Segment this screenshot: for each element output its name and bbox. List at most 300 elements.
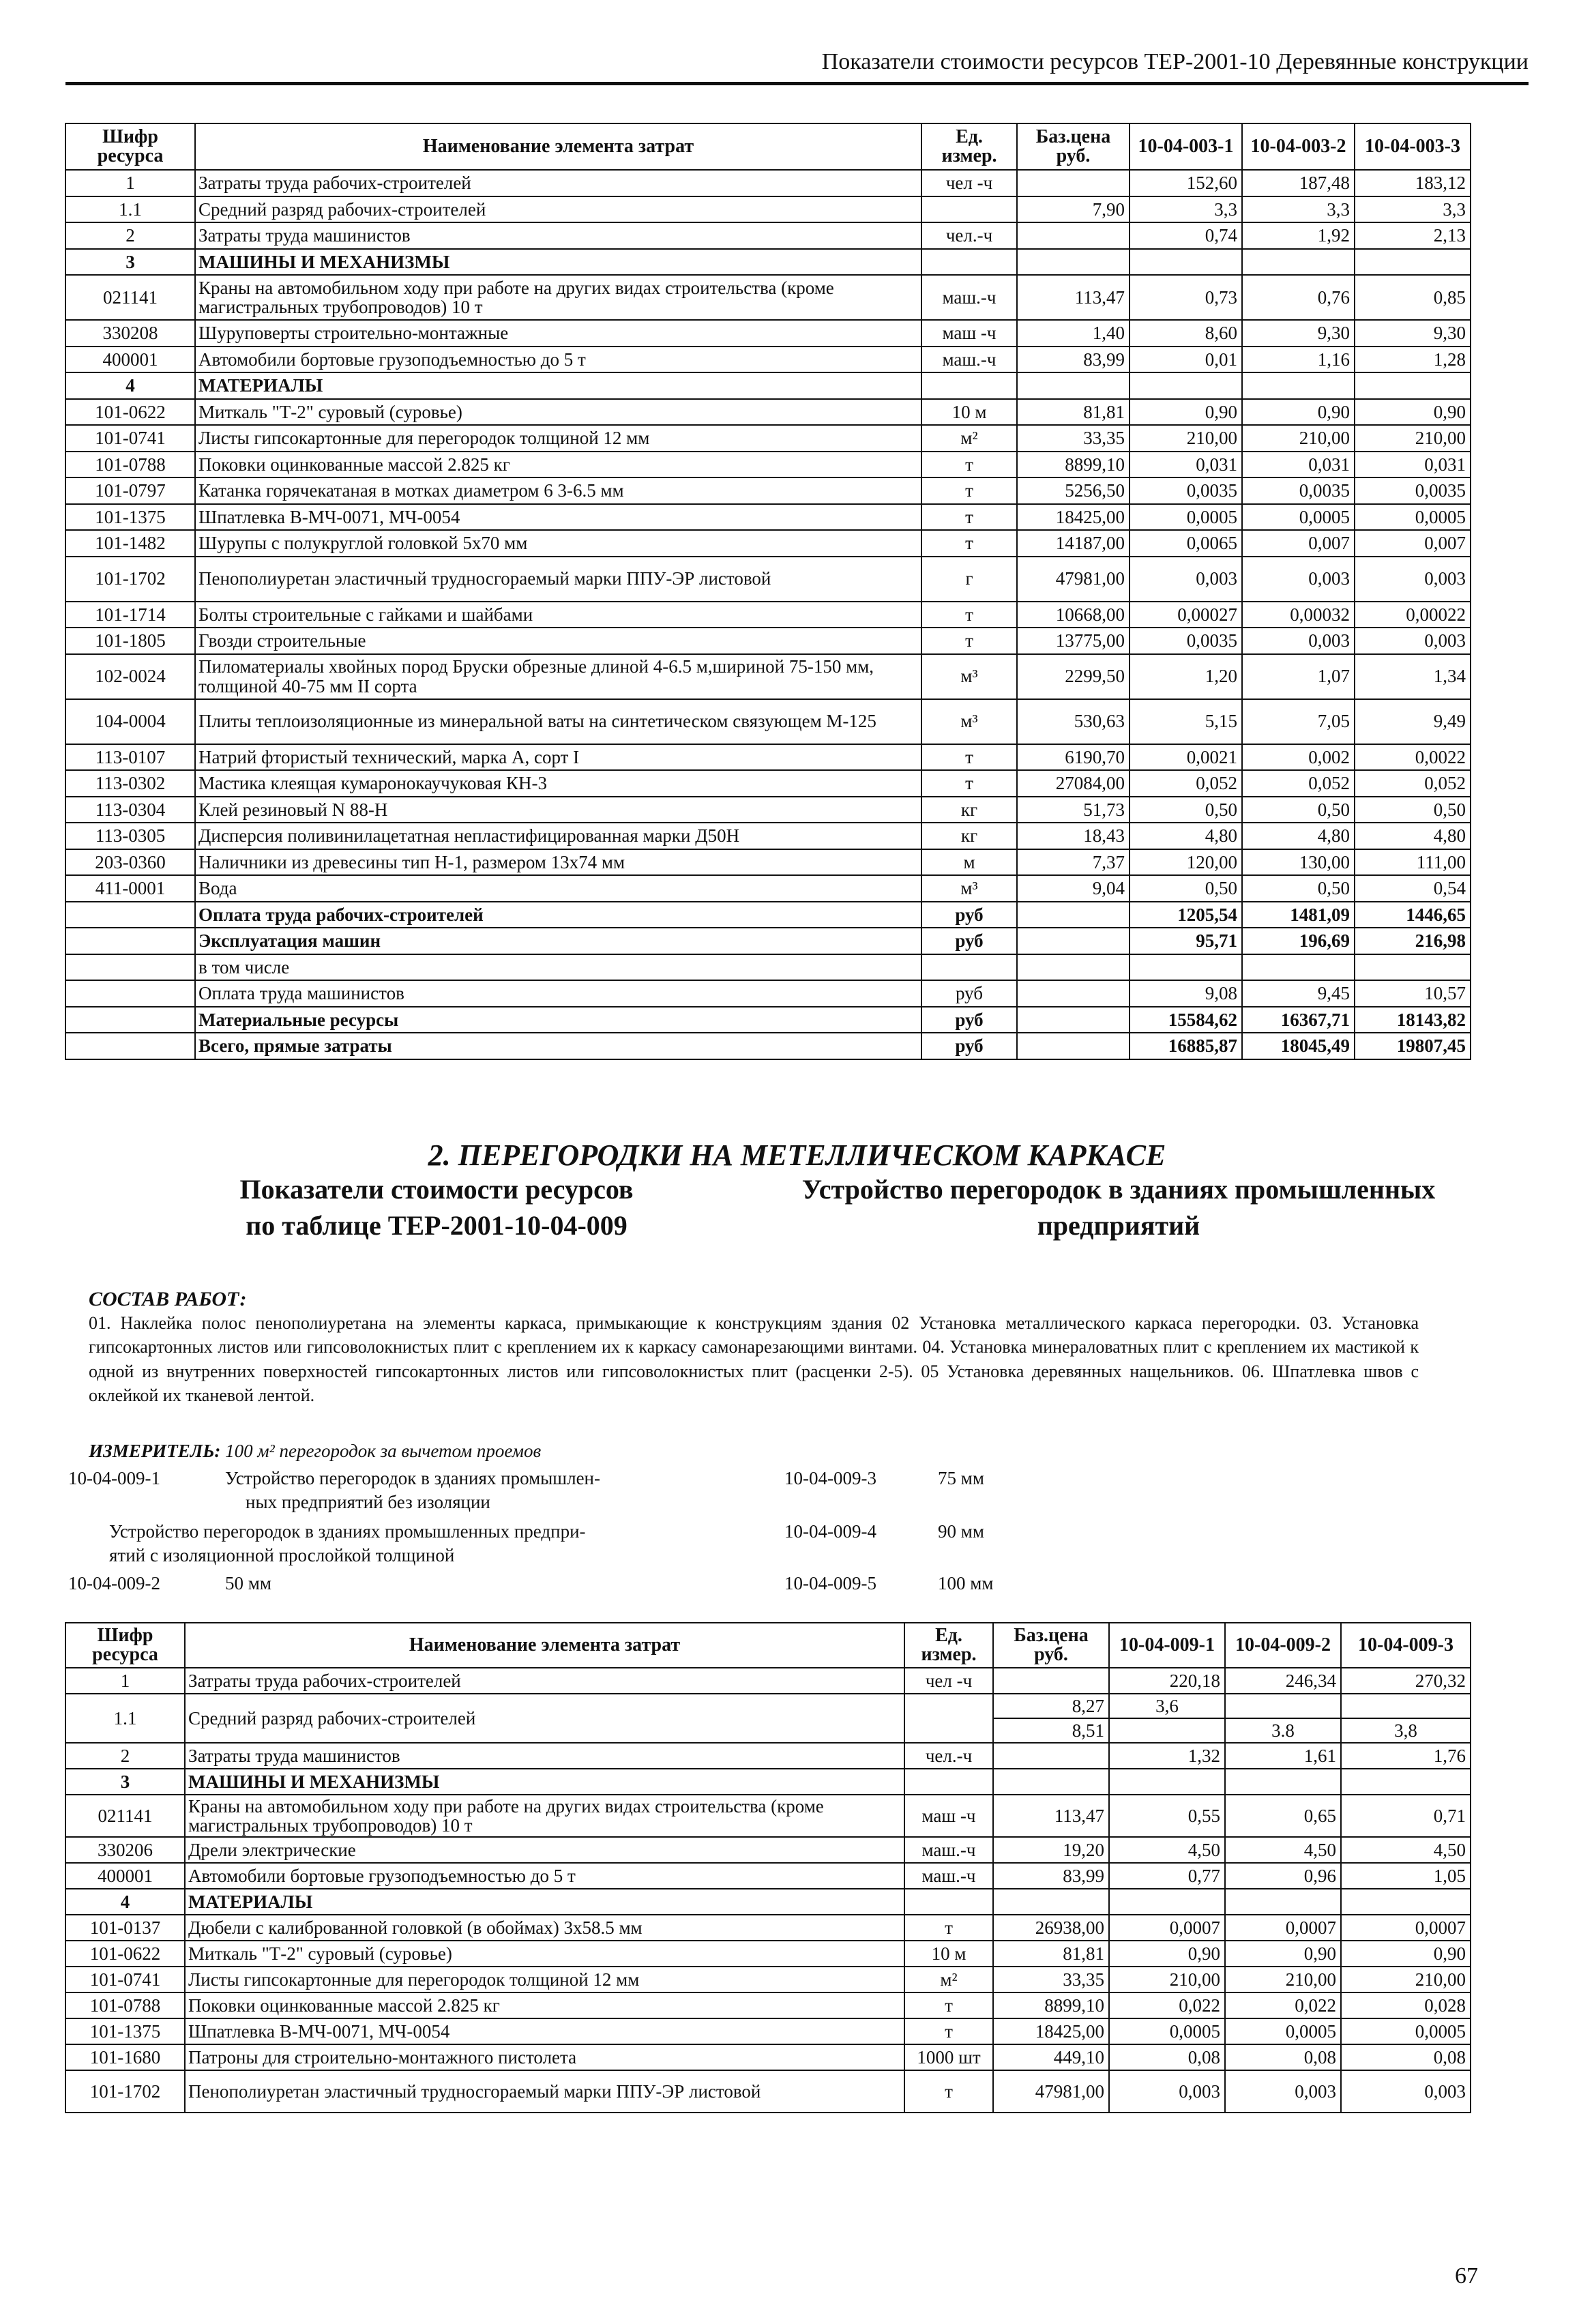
value-cell: 0,003 [1355, 557, 1471, 602]
table-row [65, 1837, 1471, 1863]
base-price-cell: 8899,10 [993, 1992, 1109, 2018]
value-cell: 0,0035 [1242, 477, 1355, 504]
value-cell: 4,80 [1242, 823, 1355, 849]
resource-code: 2 [65, 222, 195, 249]
table-row [65, 1668, 1471, 1694]
resource-name: Мастика клеящая кумаронокаучуковая КН-3 [195, 770, 921, 797]
resource-name: Автомобили бортовые грузоподъемностью до 5 т [195, 347, 921, 373]
resource-code: 102-0024 [65, 654, 195, 699]
value-cell: 9,49 [1355, 699, 1471, 744]
base-price-cell [1017, 902, 1130, 928]
value-cell: 246,34 [1225, 1668, 1341, 1694]
resource-code [65, 928, 195, 954]
table-row [65, 170, 1471, 196]
unit-cell: маш.-ч [921, 275, 1017, 320]
table-row [65, 557, 1471, 602]
value-cell [1109, 1889, 1225, 1915]
resource-code: 2 [65, 1743, 185, 1769]
value-cell: 4,80 [1355, 823, 1471, 849]
value-cell: 9,08 [1130, 980, 1242, 1007]
value-cell: 1,32 [1109, 1743, 1225, 1769]
resource-code: 113-0304 [65, 797, 195, 823]
value-cell [1355, 372, 1471, 399]
base-price-cell: 2299,50 [1017, 654, 1130, 699]
value-cell: 4,50 [1341, 1837, 1471, 1863]
value-cell: 0,08 [1225, 2044, 1341, 2070]
table-row [65, 602, 1471, 628]
unit-cell: чел -ч [904, 1668, 993, 1694]
option-code: 10-04-009-2 [68, 1573, 160, 1593]
table-row [65, 1769, 1471, 1795]
value-cell: 9,30 [1355, 320, 1471, 347]
value-cell: 18045,49 [1242, 1033, 1355, 1059]
resource-name: Натрий фтористый технический, марка А, сорт I [195, 744, 921, 771]
col-header-rate-2: 10-04-009-2 [1225, 1623, 1341, 1668]
table-row [65, 477, 1471, 504]
unit-cell: т [921, 770, 1017, 797]
value-cell: 0,003 [1355, 628, 1471, 654]
resource-code: 101-0622 [65, 1941, 185, 1967]
resource-name: Оплата труда рабочих-строителей [195, 902, 921, 928]
value-cell: 210,00 [1355, 425, 1471, 452]
table-row [65, 2018, 1471, 2044]
value-cell: 0,76 [1242, 275, 1355, 320]
resource-name: Болты строительные с гайками и шайбами [195, 602, 921, 628]
resource-name: Миткаль "Т-2" суровый (суровье) [195, 399, 921, 426]
value-cell: 0,00032 [1242, 602, 1355, 628]
value-cell [1225, 1769, 1341, 1795]
value-cell: 0,90 [1242, 399, 1355, 426]
resource-name: Шурупы с полукруглой головкой 5х70 мм [195, 530, 921, 557]
table-row [65, 452, 1471, 478]
value-cell: 152,60 [1130, 170, 1242, 196]
base-price-cell [993, 1889, 1109, 1915]
col-header-price: Баз.цена руб. [1017, 123, 1130, 170]
value-cell: 0,0021 [1130, 744, 1242, 771]
resource-name: Шуруповерты строительно-монтажные [195, 320, 921, 347]
unit-cell [921, 249, 1017, 276]
table-reference-heading: Показатели стоимости ресурсов по таблице ТЕР-2001-10-04-009 [239, 1174, 634, 1241]
value-cell: 0,022 [1225, 1992, 1341, 2018]
resource-code: 400001 [65, 1863, 185, 1889]
value-cell: 0,90 [1130, 399, 1242, 426]
col-header-unit: Ед. измер. [921, 123, 1017, 170]
value-cell: 0,08 [1109, 2044, 1225, 2070]
value-cell: 1205,54 [1130, 902, 1242, 928]
value-cell: 0,08 [1341, 2044, 1471, 2070]
base-price-cell [1017, 928, 1130, 954]
value-cell: 0,0005 [1225, 2018, 1341, 2044]
base-price-cell [1017, 372, 1130, 399]
work-type-heading: Устройство перегородок в зданиях промышленных предприятий [801, 1174, 1436, 1241]
value-cell [1341, 1769, 1471, 1795]
value-cell: 0,90 [1341, 1941, 1471, 1967]
value-cell: 0,002 [1242, 744, 1355, 771]
unit-cell: т [921, 504, 1017, 531]
value-cell: 5,15 [1130, 699, 1242, 744]
base-price-cell: 14187,00 [1017, 530, 1130, 557]
value-cell: 210,00 [1341, 1967, 1471, 1992]
value-cell: 0,0007 [1109, 1915, 1225, 1941]
resource-name: Катанка горячекатаная в мотках диаметром 6 3-6.5 мм [195, 477, 921, 504]
value-cell: 130,00 [1242, 849, 1355, 876]
base-price-cell: 18425,00 [993, 2018, 1109, 2044]
unit-cell: руб [921, 1007, 1017, 1033]
value-cell: 1,16 [1242, 347, 1355, 373]
resource-name: Материальные ресурсы [195, 1007, 921, 1033]
value-cell: 0,50 [1242, 797, 1355, 823]
value-cell: 0,052 [1355, 770, 1471, 797]
table-row [65, 823, 1471, 849]
base-price-cell: 8,27 [993, 1694, 1109, 1718]
base-price-cell: 81,81 [1017, 399, 1130, 426]
resource-name: Пиломатериалы хвойных пород Бруски обрезные длиной 4-6.5 м,шириной 75-150 мм, толщиной 40-75 мм II сорта [195, 654, 921, 699]
value-cell: 2,13 [1355, 222, 1471, 249]
resource-code: 101-0797 [65, 477, 195, 504]
unit-cell: т [904, 2070, 993, 2113]
unit-cell: т [921, 530, 1017, 557]
value-cell: 15584,62 [1130, 1007, 1242, 1033]
resource-name: Затраты труда машинистов [195, 222, 921, 249]
resource-code: 101-0741 [65, 425, 195, 452]
table-row [65, 399, 1471, 426]
resource-code: 101-1375 [65, 504, 195, 531]
value-cell: 0,90 [1109, 1941, 1225, 1967]
value-cell: 210,00 [1109, 1967, 1225, 1992]
base-price-cell: 19,20 [993, 1837, 1109, 1863]
value-cell: 0,052 [1242, 770, 1355, 797]
value-cell: 0,90 [1355, 399, 1471, 426]
resource-name: Средний разряд рабочих-строителей [195, 196, 921, 223]
resource-code: 4 [65, 1889, 185, 1915]
base-price-cell: 6190,70 [1017, 744, 1130, 771]
col-header-rate-2: 10-04-003-2 [1242, 123, 1355, 170]
unit-cell: т [904, 1992, 993, 2018]
base-price-cell: 8899,10 [1017, 452, 1130, 478]
value-cell: 95,71 [1130, 928, 1242, 954]
unit-cell: т [921, 452, 1017, 478]
value-cell: 0,74 [1130, 222, 1242, 249]
unit-cell: руб [921, 980, 1017, 1007]
base-price-cell: 51,73 [1017, 797, 1130, 823]
resource-code: 101-1702 [65, 557, 195, 602]
unit-cell: маш.-ч [904, 1863, 993, 1889]
resource-code [65, 1033, 195, 1059]
unit-cell: 10 м [921, 399, 1017, 426]
resource-name: Эксплуатация машин [195, 928, 921, 954]
value-cell: 216,98 [1355, 928, 1471, 954]
base-price-cell: 81,81 [993, 1941, 1109, 1967]
base-price-cell [1017, 980, 1130, 1007]
unit-cell: т [921, 477, 1017, 504]
value-cell: 0,54 [1355, 875, 1471, 902]
col-header-price: Баз.цена руб. [993, 1623, 1109, 1668]
resource-name: Листы гипсокартонные для перегородок толщиной 12 мм [195, 425, 921, 452]
value-cell: 0,0005 [1242, 504, 1355, 531]
resource-name: Гвозди строительные [195, 628, 921, 654]
table-row [65, 744, 1471, 771]
resource-name: Краны на автомобильном ходу при работе на других видах строительства (кроме магистральных трубопроводов) 10 т [185, 1795, 904, 1837]
base-price-cell: 113,47 [993, 1795, 1109, 1837]
table-row [65, 699, 1471, 744]
table-row [65, 928, 1471, 954]
value-cell: 0,0007 [1225, 1915, 1341, 1941]
value-cell: 0,031 [1130, 452, 1242, 478]
unit-cell: 10 м [904, 1941, 993, 1967]
table-row [65, 275, 1471, 320]
measure-text: 100 м² перегородок за вычетом проемов [225, 1441, 542, 1461]
value-cell: 19807,45 [1355, 1033, 1471, 1059]
unit-cell: чел -ч [921, 170, 1017, 196]
base-price-cell: 27084,00 [1017, 770, 1130, 797]
resource-code: 1 [65, 170, 195, 196]
value-cell: 3,3 [1242, 196, 1355, 223]
table-row [65, 504, 1471, 531]
resource-table-2 [65, 1622, 1471, 2113]
resource-name: Поковки оцинкованные массой 2.825 кг [185, 1992, 904, 2018]
resource-name: Шпатлевка В-МЧ-0071, МЧ-0054 [195, 504, 921, 531]
col-header-rate-3: 10-04-009-3 [1341, 1623, 1471, 1668]
value-cell: 16885,87 [1130, 1033, 1242, 1059]
value-cell: 4,50 [1109, 1837, 1225, 1863]
value-cell [1225, 1694, 1341, 1718]
value-cell: 9,45 [1242, 980, 1355, 1007]
unit-cell: маш.-ч [904, 1837, 993, 1863]
value-cell: 1,76 [1341, 1743, 1471, 1769]
base-price-cell [993, 1668, 1109, 1694]
unit-cell: чел.-ч [921, 222, 1017, 249]
value-cell: 1,28 [1355, 347, 1471, 373]
value-cell: 3,3 [1130, 196, 1242, 223]
resource-code: 3 [65, 249, 195, 276]
resource-name: МАТЕРИАЛЫ [195, 372, 921, 399]
value-cell: 0,0007 [1341, 1915, 1471, 1941]
value-cell: 0,0035 [1130, 477, 1242, 504]
table-row [65, 1694, 1471, 1718]
value-cell: 0,90 [1225, 1941, 1341, 1967]
unit-cell: м [921, 849, 1017, 876]
col-header-rate-1: 10-04-003-1 [1130, 123, 1242, 170]
option-value: 50 мм [225, 1573, 271, 1593]
resource-name: Вода [195, 875, 921, 902]
value-cell: 1,61 [1225, 1743, 1341, 1769]
base-price-cell [1017, 954, 1130, 981]
value-cell: 0,50 [1355, 797, 1471, 823]
unit-cell: т [921, 744, 1017, 771]
unit-cell: т [921, 602, 1017, 628]
base-price-cell: 530,63 [1017, 699, 1130, 744]
value-cell [1341, 1889, 1471, 1915]
value-cell [1130, 954, 1242, 981]
unit-cell [921, 954, 1017, 981]
option-value: 100 мм [938, 1573, 994, 1593]
measure-label: ИЗМЕРИТЕЛЬ: [89, 1441, 221, 1461]
value-cell: 0,031 [1355, 452, 1471, 478]
value-cell [1130, 372, 1242, 399]
value-cell: 0,00022 [1355, 602, 1471, 628]
resource-code [65, 980, 195, 1007]
unit-cell: м³ [921, 875, 1017, 902]
resource-code: 1.1 [65, 1694, 185, 1743]
resource-code: 101-0788 [65, 452, 195, 478]
value-cell: 210,00 [1130, 425, 1242, 452]
running-header: Показатели стоимости ресурсов ТЕР-2001-10 Деревянные конструкции [65, 49, 1529, 85]
value-cell: 0,003 [1341, 2070, 1471, 2113]
unit-cell [904, 1694, 993, 1743]
value-cell: 4,80 [1130, 823, 1242, 849]
option-value: 75 мм [938, 1468, 984, 1488]
value-cell: 111,00 [1355, 849, 1471, 876]
unit-cell: т [904, 1915, 993, 1941]
col-header-code: Шифр ресурса [65, 123, 195, 170]
option-text: Устройство перегородок в зданиях промышленных предпри- ятий с изоляционной прослойкой толщиной [109, 1521, 586, 1566]
resource-code: 101-1680 [65, 2044, 185, 2070]
value-cell: 0,71 [1341, 1795, 1471, 1837]
value-cell: 1,20 [1130, 654, 1242, 699]
value-cell: 120,00 [1130, 849, 1242, 876]
value-cell: 210,00 [1242, 425, 1355, 452]
table-row [65, 980, 1471, 1007]
table-row [65, 347, 1471, 373]
resource-name: Средний разряд рабочих-строителей [185, 1694, 904, 1743]
table-row [65, 849, 1471, 876]
value-cell: 0,0005 [1109, 2018, 1225, 2044]
base-price-cell: 26938,00 [993, 1915, 1109, 1941]
unit-cell: маш -ч [921, 320, 1017, 347]
unit-cell: чел.-ч [904, 1743, 993, 1769]
resource-code: 101-0788 [65, 1992, 185, 2018]
work-composition-text: 01. Наклейка полос пенополиуретана на элементы каркаса, примыкающие к конструкциям здания 02 Установка металлического каркаса перегородки. 03. Установка гипсокартонных листов или гипсоволокнистых плит с креплением их к каркасу самонарезающими винтами. 04. Установка минераловатных плит с креплением их мастикой к одной из внутренних поверхностей гипсокартонных листов или гипсоволокнистых плит (расценки 2-5). 05 Установка деревянных нащельников. 06. Шпатлевка швов с оклейкой их тканевой лентой. [89, 1313, 1419, 1406]
table-row [65, 797, 1471, 823]
col-header-unit: Ед. измер. [904, 1623, 993, 1668]
resource-code: 101-1805 [65, 628, 195, 654]
resource-code: 411-0001 [65, 875, 195, 902]
option-text: Устройство перегородок в зданиях промышлен- ных предприятий без изоляции [225, 1468, 600, 1513]
resource-name: Поковки оцинкованные массой 2.825 кг [195, 452, 921, 478]
table-row [65, 1863, 1471, 1889]
value-cell: 3,6 [1109, 1694, 1225, 1718]
value-cell: 0,65 [1225, 1795, 1341, 1837]
resource-code [65, 1007, 195, 1033]
resource-code: 113-0305 [65, 823, 195, 849]
value-cell: 0,0065 [1130, 530, 1242, 557]
table-row [65, 1795, 1471, 1837]
value-cell: 0,77 [1109, 1863, 1225, 1889]
resource-code: 101-0741 [65, 1967, 185, 1992]
resource-name: Дрели электрические [185, 1837, 904, 1863]
value-cell: 0,73 [1130, 275, 1242, 320]
option-value: 90 мм [938, 1521, 984, 1542]
table-row [65, 2044, 1471, 2070]
value-cell [1130, 249, 1242, 276]
resource-name: МАШИНЫ И МЕХАНИЗМЫ [185, 1769, 904, 1795]
unit-cell: маш -ч [904, 1795, 993, 1837]
value-cell: 16367,71 [1242, 1007, 1355, 1033]
resource-code: 1 [65, 1668, 185, 1694]
table-row [65, 320, 1471, 347]
col-header-rate-3: 10-04-003-3 [1355, 123, 1471, 170]
unit-cell: т [921, 628, 1017, 654]
unit-cell: руб [921, 928, 1017, 954]
value-cell: 0,0022 [1355, 744, 1471, 771]
base-price-cell [993, 1743, 1109, 1769]
value-cell: 0,031 [1242, 452, 1355, 478]
value-cell: 210,00 [1225, 1967, 1341, 1992]
value-cell [1242, 372, 1355, 399]
value-cell: 1,34 [1355, 654, 1471, 699]
unit-cell: м² [921, 425, 1017, 452]
resource-name: Листы гипсокартонные для перегородок толщиной 12 мм [185, 1967, 904, 1992]
table-row [65, 1915, 1471, 1941]
resource-code: 101-0622 [65, 399, 195, 426]
col-header-name: Наименование элемента затрат [185, 1623, 904, 1668]
unit-cell [904, 1889, 993, 1915]
table-row [65, 1007, 1471, 1033]
resource-name: Клей резиновый N 88-Н [195, 797, 921, 823]
resource-code: 101-1714 [65, 602, 195, 628]
unit-cell [904, 1769, 993, 1795]
value-cell: 7,05 [1242, 699, 1355, 744]
value-cell: 3,3 [1355, 196, 1471, 223]
option-code: 10-04-009-4 [784, 1521, 876, 1542]
resource-code: 330206 [65, 1837, 185, 1863]
value-cell: 187,48 [1242, 170, 1355, 196]
table-row [65, 628, 1471, 654]
unit-cell: г [921, 557, 1017, 602]
base-price-cell: 47981,00 [1017, 557, 1130, 602]
value-cell: 0,003 [1130, 557, 1242, 602]
value-cell [1109, 1718, 1225, 1743]
value-cell: 1446,65 [1355, 902, 1471, 928]
base-price-cell: 7,37 [1017, 849, 1130, 876]
resource-name: Дюбели с калиброванной головкой (в обоймах) 3х58.5 мм [185, 1915, 904, 1941]
resource-code: 113-0107 [65, 744, 195, 771]
option-code: 10-04-009-5 [784, 1573, 876, 1593]
resource-name: Шпатлевка В-МЧ-0071, МЧ-0054 [185, 2018, 904, 2044]
value-cell: 0,0035 [1355, 477, 1471, 504]
table-row [65, 875, 1471, 902]
value-cell: 3,8 [1341, 1718, 1471, 1743]
table-row [65, 2070, 1471, 2113]
table-row [65, 196, 1471, 223]
unit-cell: м³ [921, 699, 1017, 744]
resource-code: 1.1 [65, 196, 195, 223]
resource-name: в том числе [195, 954, 921, 981]
value-cell [1109, 1769, 1225, 1795]
col-header-name: Наименование элемента затрат [195, 123, 921, 170]
value-cell: 4,50 [1225, 1837, 1341, 1863]
value-cell: 0,50 [1130, 875, 1242, 902]
value-cell: 0,50 [1242, 875, 1355, 902]
base-price-cell: 8,51 [993, 1718, 1109, 1743]
base-price-cell: 13775,00 [1017, 628, 1130, 654]
resource-table-1 [65, 123, 1471, 1060]
value-cell: 196,69 [1242, 928, 1355, 954]
unit-cell [921, 196, 1017, 223]
base-price-cell: 33,35 [1017, 425, 1130, 452]
value-cell: 0,0005 [1130, 504, 1242, 531]
resource-name: Дисперсия поливинилацетатная непластифицированная марки Д50Н [195, 823, 921, 849]
value-cell: 0,50 [1130, 797, 1242, 823]
table-row [65, 1941, 1471, 1967]
resource-code [65, 902, 195, 928]
value-cell: 0,0035 [1130, 628, 1242, 654]
resource-name: МАШИНЫ И МЕХАНИЗМЫ [195, 249, 921, 276]
table-row [65, 1967, 1471, 1992]
value-cell: 0,003 [1225, 2070, 1341, 2113]
resource-name: Затраты труда рабочих-строителей [195, 170, 921, 196]
base-price-cell: 449,10 [993, 2044, 1109, 2070]
